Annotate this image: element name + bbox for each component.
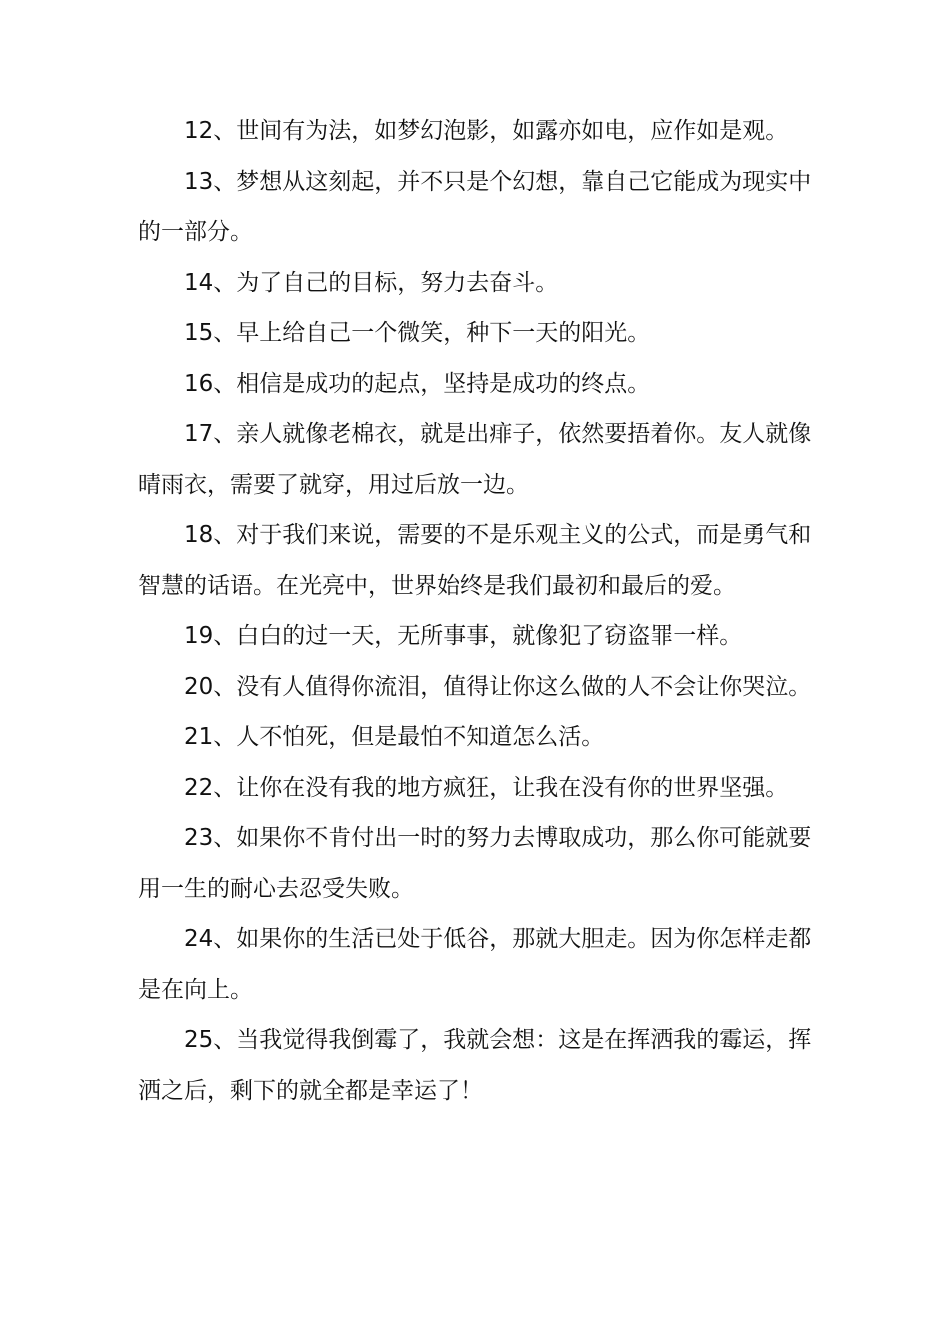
quote-paragraph-19: 19、白白的过一天，无所事事，就像犯了窃盗罪一样。 — [184, 623, 743, 649]
quote-paragraph-16: 16、相信是成功的起点，坚持是成功的终点。 — [184, 370, 651, 397]
quote-paragraph-13: 13、梦想从这刻起，并不只是个幻想，靠自己它能成为现实中的一部分。 — [138, 168, 812, 245]
document-body — [138, 106, 814, 1116]
quote-paragraph-20: 20、没有人值得你流泪，值得让你这么做的人不会让你哭泣。 — [184, 673, 812, 700]
quote-paragraph-22: 22、让你在没有我的地方疯狂，让我在没有你的世界坚强。 — [184, 774, 789, 801]
quote-paragraph-18: 18、对于我们来说，需要的不是乐观主义的公式，而是勇气和智慧的话语。在光亮中，世界始终是我们最初和最后的爱。 — [138, 522, 812, 599]
quote-paragraph-24: 24、如果你的生活已处于低谷，那就大胆走。因为你怎样走都是在向上。 — [138, 926, 812, 1003]
quote-paragraph-25: 25、当我觉得我倒霉了，我就会想：这是在挥洒我的霉运，挥洒之后，剩下的就全都是幸运了！ — [138, 1027, 812, 1104]
quote-paragraph-17: 17、亲人就像老棉衣，就是出痱子，依然要捂着你。友人就像晴雨衣，需要了就穿，用过后放一边。 — [138, 421, 812, 498]
quote-paragraph-14: 14、为了自己的目标，努力去奋斗。 — [184, 269, 559, 296]
quote-paragraph-23: 23、如果你不肯付出一时的努力去博取成功，那么你可能就要用一生的耐心去忍受失败。 — [138, 825, 812, 902]
quote-paragraph-21: 21、人不怕死，但是最怕不知道怎么活。 — [184, 724, 605, 750]
quote-paragraph-15: 15、早上给自己一个微笑，种下一天的阳光。 — [184, 320, 651, 346]
quote-paragraph-12: 12、世间有为法，如梦幻泡影，如露亦如电，应作如是观。 — [184, 118, 789, 144]
